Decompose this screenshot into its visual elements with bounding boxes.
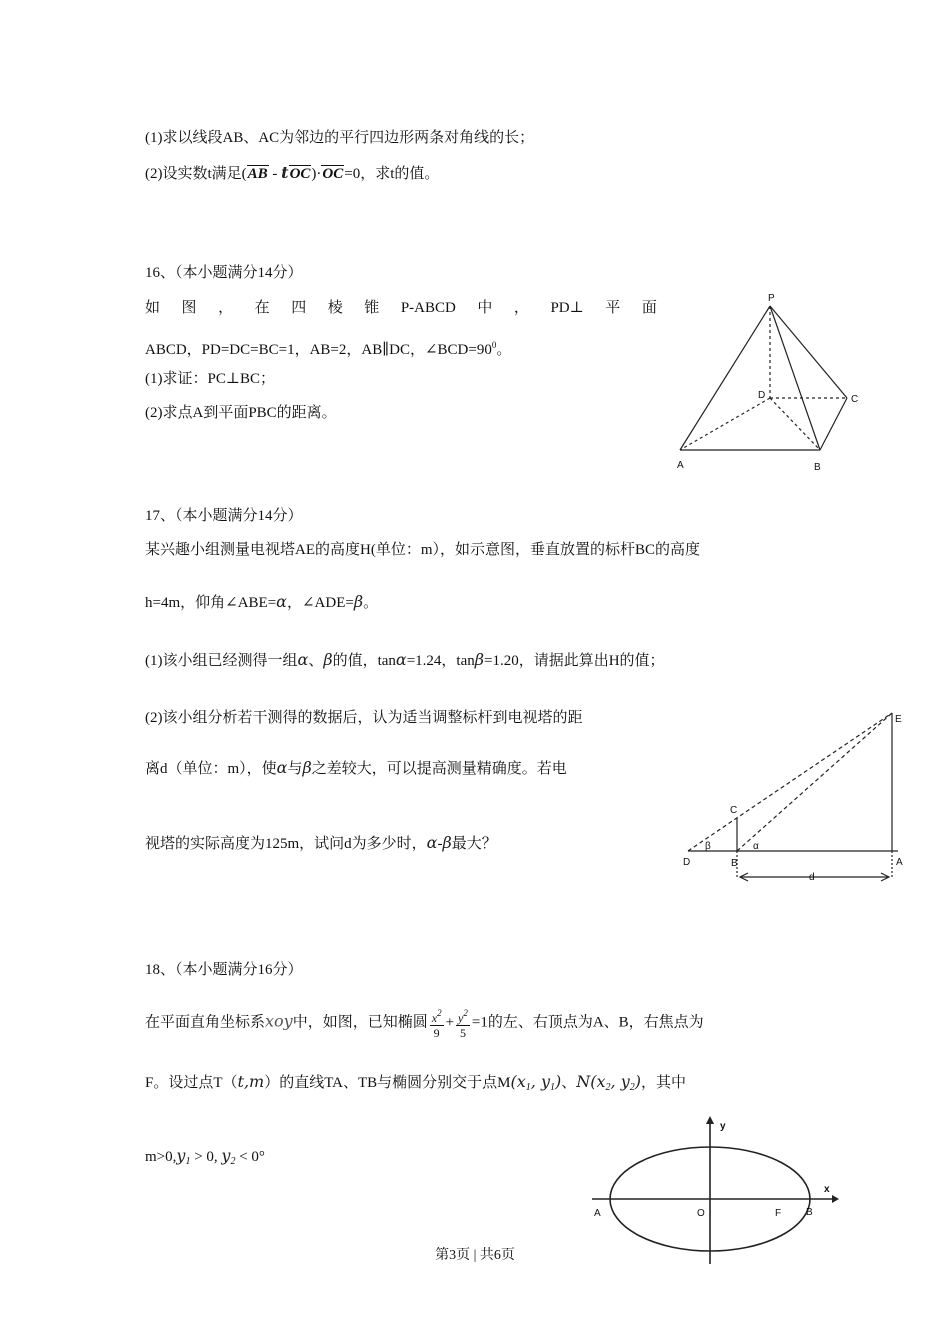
sightline-de <box>688 713 892 851</box>
q17-line6: 视塔的实际高度为125m，试问d为多少时，α-β最大？ <box>145 833 497 852</box>
label-a: A <box>896 857 903 868</box>
label-alpha: α <box>753 841 759 852</box>
edge-da <box>680 398 770 450</box>
q17-line5: 离d（单位：m），使α与β之差较大，可以提高测量精确度。若电 <box>145 758 567 777</box>
vector-oc: OC <box>289 166 311 182</box>
label-b: B <box>814 462 821 473</box>
q16-part1: (1)求证：PC⊥BC； <box>145 371 275 387</box>
x-axis-arrow-icon <box>832 1195 839 1203</box>
q17-line3: (1)该小组已经测得一组α、β的值，tanα=1.24，tanβ=1.20，请据此算出H的值； <box>145 650 665 669</box>
edge-db <box>770 398 820 450</box>
label-d: D <box>683 857 691 868</box>
q15-part2: (2)设实数t满足(AB - tOC)·OC=0，求t的值。 <box>145 163 440 182</box>
label-o: O <box>697 1208 705 1219</box>
label-x: x <box>824 1184 830 1195</box>
label-b: B <box>806 1207 813 1218</box>
page-footer: 第3页 | 共6页 <box>435 1248 515 1263</box>
label-y: y <box>720 1121 726 1132</box>
fraction-y2-5: $\frac{y^2}{5}$ <box>458 1008 468 1040</box>
label-d: D <box>758 390 766 401</box>
pyramid-figure <box>672 290 867 475</box>
q16-heading: 16、（本小题满分14分） <box>145 265 303 281</box>
label-a: A <box>677 460 684 471</box>
label-p: P <box>768 293 775 304</box>
vector-oc-2: OC <box>322 166 344 182</box>
label-f: F <box>775 1208 782 1219</box>
q17-line2: h=4m，仰角∠ABE=α，∠ADE=β。 <box>145 592 379 611</box>
q18-line3: $m>0,y_1 > 0$, $y_2 < 0^\circ$ <box>145 1146 265 1167</box>
sightline-be <box>737 713 892 851</box>
edge-pc <box>770 306 847 398</box>
q18-line1: 在平面直角坐标系xoy中，如图，已知椭圆 $\frac{x^2}{9}$ + $\frac{y^2}{5}$ =1的左、右顶点为A、B，右焦点为 <box>145 1008 704 1040</box>
q18-line2: F。设过点T（t,m）的直线TA、TB与椭圆分别交于点$M(x_1$, $y_1$)、$N(x_2$, $y_2$)，其中 <box>145 1072 687 1093</box>
label-a: A <box>594 1208 601 1219</box>
label-d-distance: d <box>809 872 815 883</box>
fraction-x2-9: $\frac{x^2}{9}$ <box>431 1008 442 1040</box>
label-e: E <box>895 714 902 725</box>
q16-part2: (2)求点A到平面PBC的距离。 <box>145 405 337 421</box>
edge-bc <box>820 398 847 450</box>
edge-pb <box>770 306 820 450</box>
label-b: B <box>731 858 738 869</box>
vector-ab: AB <box>247 166 268 182</box>
q15-part1: (1)求以线段AB、AC为邻边的平行四边形两条对角线的长； <box>145 130 535 146</box>
q16-line2: ABCD，PD=DC=BC=1，AB=2，AB∥DC，$\angle BCD=90^0$。 <box>145 340 512 358</box>
edge-pa <box>680 306 770 450</box>
label-c: C <box>851 394 859 405</box>
tower-figure <box>678 705 910 885</box>
q17-line4: (2)该小组分析若干测得的数据后，认为适当调整标杆到电视塔的距 <box>145 710 583 726</box>
y-axis-arrow-icon <box>706 1116 714 1124</box>
q17-heading: 17、（本小题满分14分） <box>145 508 303 524</box>
label-beta: β <box>705 841 711 852</box>
q16-line1: 如 图 ， 在 四 棱 锥 P-ABCD 中 ， PD⊥ 平 面 <box>145 300 657 316</box>
q17-line1: 某兴趣小组测量电视塔AE的高度H(单位：m），如示意图，垂直放置的标杆BC的高度 <box>145 542 701 558</box>
label-c: C <box>730 805 738 816</box>
q18-heading: 18、（本小题满分16分） <box>145 962 303 978</box>
